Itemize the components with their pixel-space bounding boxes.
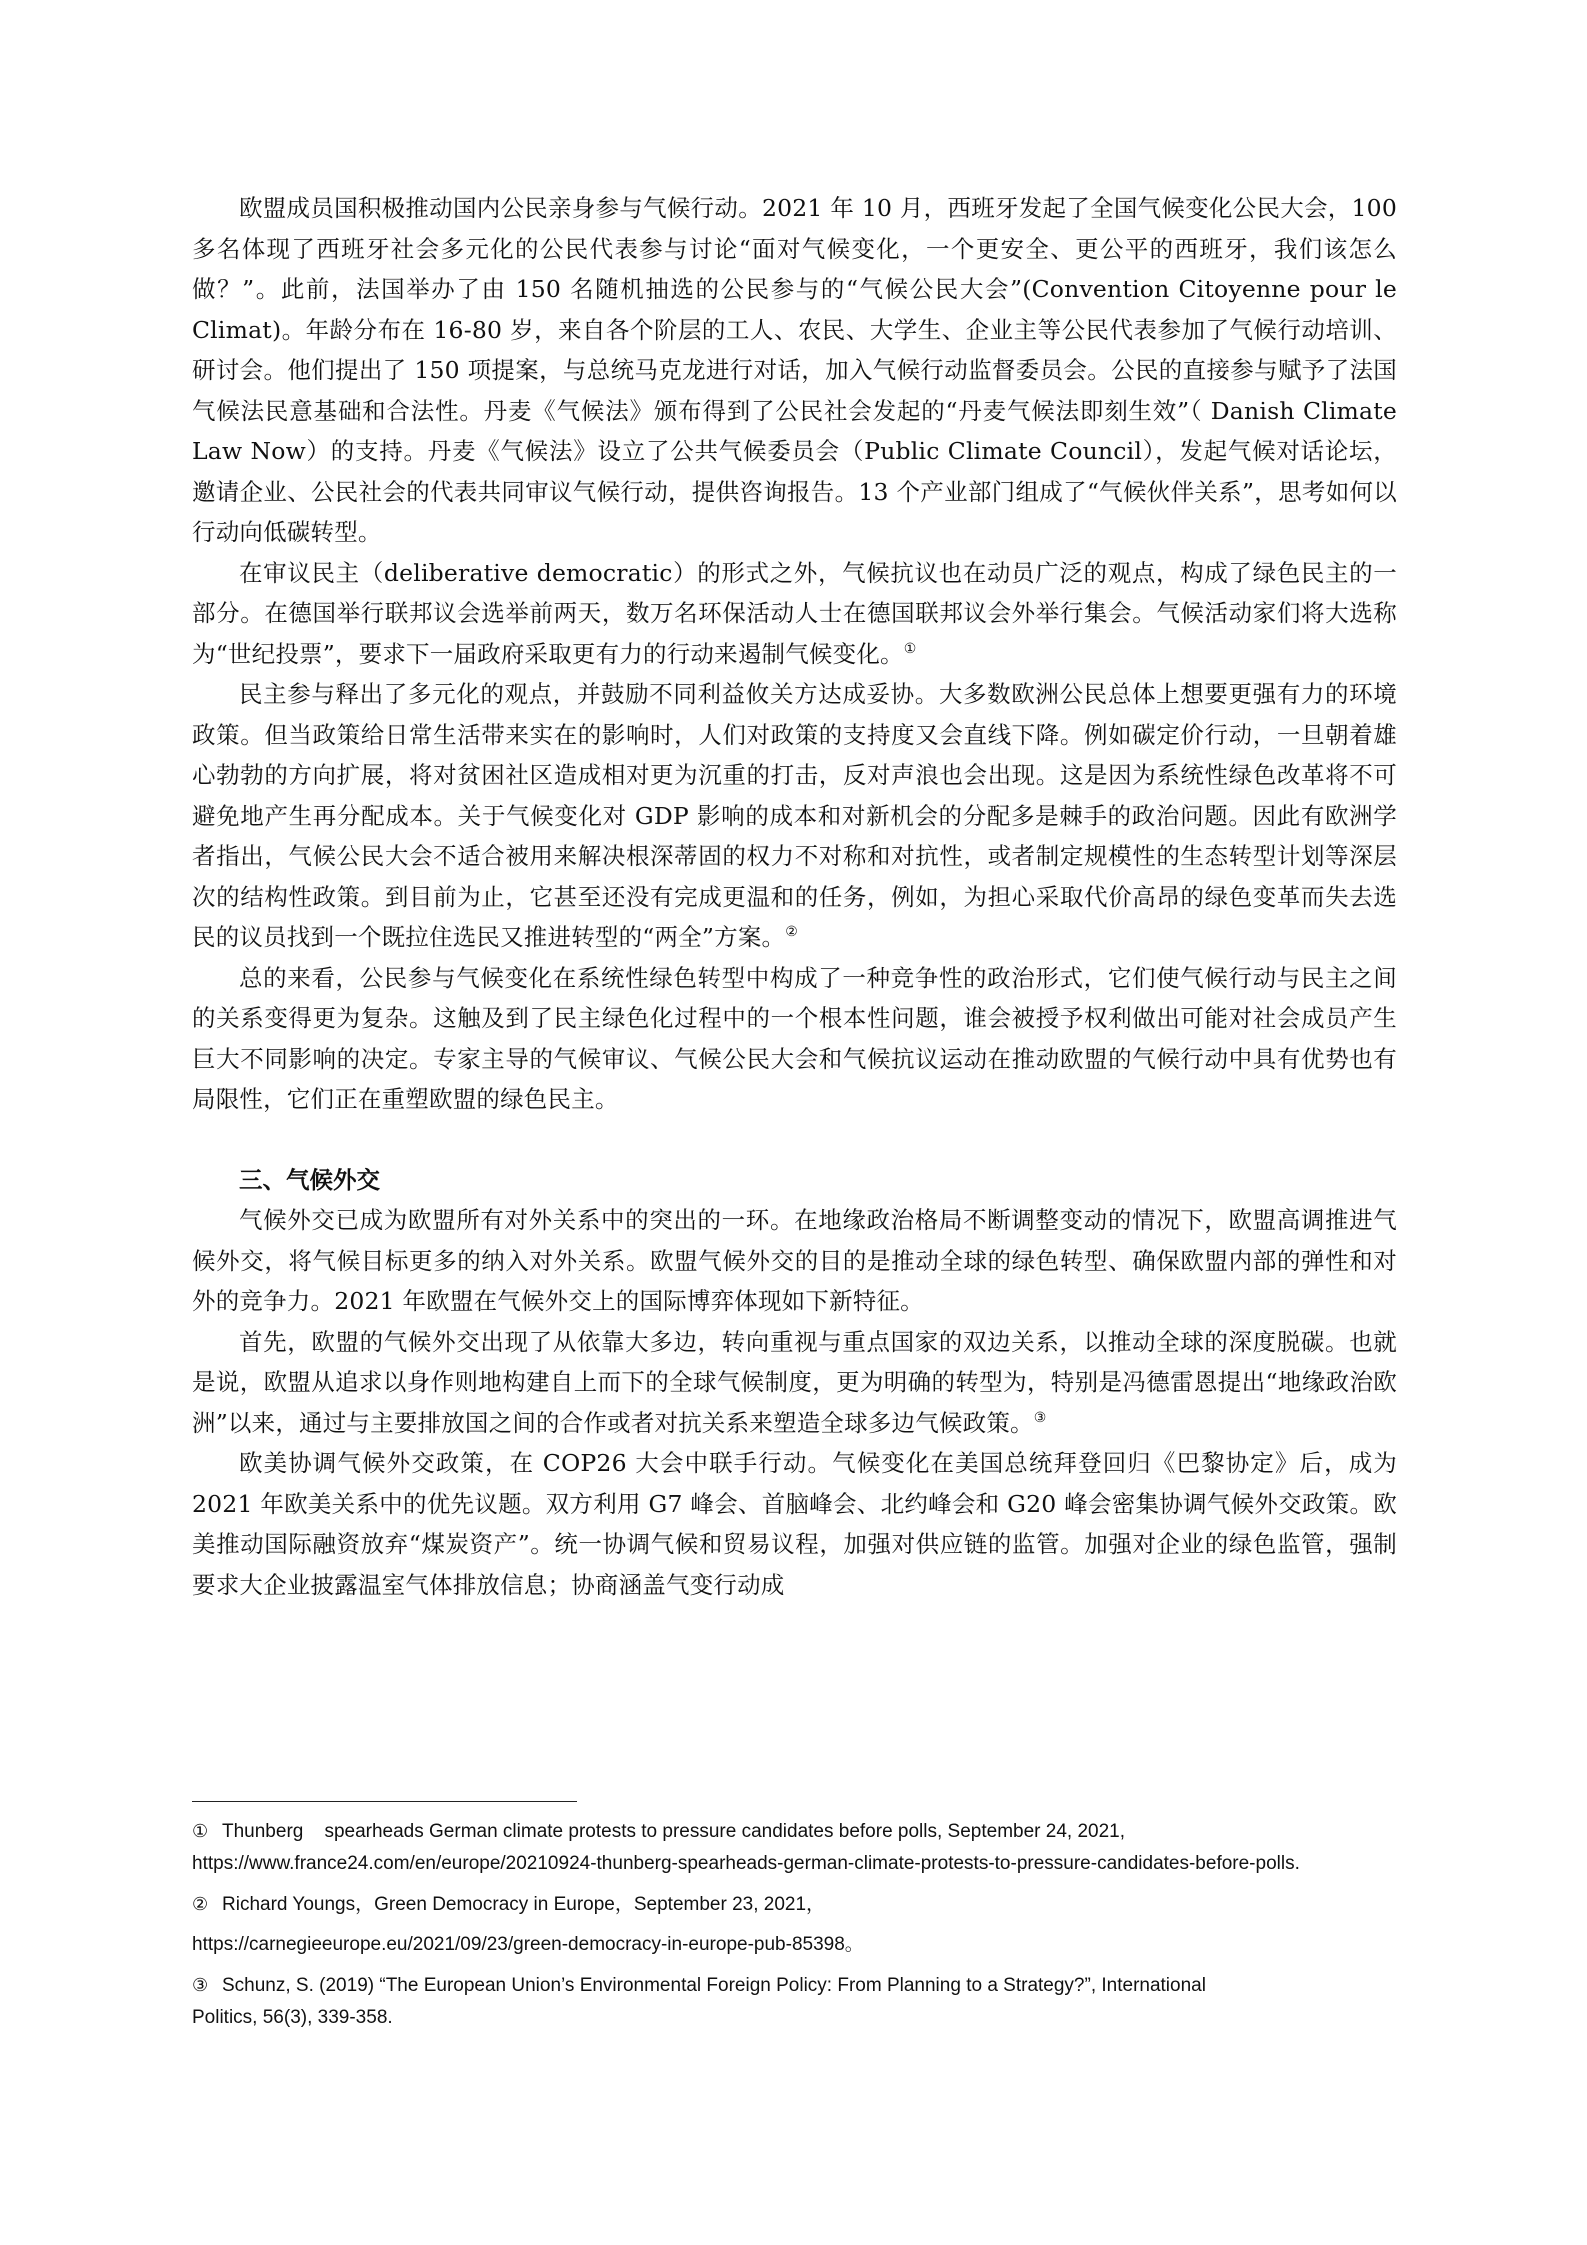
footnote-mark: ③ [192, 1975, 209, 1995]
footnote-ref-2[interactable]: ② [785, 924, 798, 941]
footnote-text: Richard Youngs，Green Democracy in Europe，September 23, 2021， [222, 1894, 826, 1915]
paragraph-bilateral-shift: 首先，欧盟的气候外交出现了从依靠大多边，转向重视与重点国家的双边关系，以推动全球的深度脱碳。也就是说，欧盟从追求以身作则地构建自上而下的全球气候制度，更为明确的转型为，特别是冯德雷恩提出“地缘政治欧洲”以来，通过与主要排放国之间的合作或者对抗关系来塑造全球多边气候政策。③ [192, 1327, 1397, 1437]
footnote-link[interactable]: https://carnegieeurope.eu/2021/09/23/green-democracy-in-europe-pub-85398。 [192, 1934, 864, 1955]
footnotes [192, 1815, 1397, 2042]
footnote-ref-1[interactable]: ① [903, 640, 917, 657]
paragraph-climate-diplomacy: 气候外交已成为欧盟所有对外关系中的突出的一环。在地缘政治格局不断调整变动的情况下，欧盟高调推进气候外交，将气候目标更多的纳入对外关系。欧盟气候外交的目的是推动全球的绿色转型、确保欧盟内部的弹性和对外的竞争力。2021 年欧盟在气候外交上的国际博弈体现如下新特征。 [192, 1206, 1397, 1315]
footnote-text-cont: Politics, 56(3), 339-358. [192, 2007, 393, 2028]
footnote-link[interactable]: https://www.france24.com/en/europe/20210924-thunberg-spearheads-german-climate-protests-to-pressure-candidates-before-polls. [192, 1853, 1300, 1874]
body-text [192, 188, 1397, 1605]
footnote-text: Thunberg spearheads German climate protests to pressure candidates before polls, September 24, 2021, [222, 1821, 1126, 1842]
footnote-mark: ② [192, 1894, 209, 1914]
footnote-2 [192, 1888, 1397, 1961]
footnote-mark: ① [192, 1821, 209, 1841]
paragraph-climate-protest: 在审议民主（deliberative democratic）的形式之外，气候抗议也在动员广泛的观点，构成了绿色民主的一部分。在德国举行联邦议会选举前两天，数万名环保活动人士在德国联邦议会外举行集会。气候活动家们将大选称为“世纪投票”，要求下一届政府采取更有力的行动来遏制气候变化。① [192, 558, 1397, 668]
paragraph-eu-us-coordination: 欧美协调气候外交政策，在 COP26 大会中联手行动。气候变化在美国总统拜登回归《巴黎协定》后，成为 2021 年欧美关系中的优先议题。双方利用 G7 峰会、首脑峰会、北约峰会和 G20 峰会密集协调气候外交政策。欧美推动国际融资放弃“煤炭资产”。统一协调气候和贸易议程，加强对供应链的监管。加强对企业的绿色监管，强制要求大企业披露温室气体排放信息；协商涵盖气变行动成 [192, 1449, 1397, 1599]
footnote-1 [192, 1815, 1397, 1880]
paragraph-democratic-participation: 民主参与释出了多元化的观点，并鼓励不同利益攸关方达成妥协。大多数欧洲公民总体上想要更强有力的环境政策。但当政策给日常生活带来实在的影响时，人们对政策的支持度又会直线下降。例如碳定价行动，一旦朝着雄心勃勃的方向扩展，将对贫困社区造成相对更为沉重的打击，反对声浪也会出现。这是因为系统性绿色改革将不可避免地产生再分配成本。关于气候变化对 GDP 影响的成本和对新机会的分配多是棘手的政治问题。因此有欧洲学者指出，气候公民大会不适合被用来解决根深蒂固的权力不对称和对抗性，或者制定规模性的生态转型计划等深层次的结构性政策。到目前为止，它甚至还没有完成更温和的任务，例如，为担心采取代价高昂的绿色变革而失去选民的议员找到一个既拉住选民又推进转型的“两全”方案。② [192, 680, 1397, 951]
footnote-divider [192, 1801, 577, 1802]
paragraph-citizen-participation: 欧盟成员国积极推动国内公民亲身参与气候行动。2021 年 10 月，西班牙发起了全国气候变化公民大会，100 多名体现了西班牙社会多元化的公民代表参与讨论“面对气候变化，一个更安全、更公平的西班牙，我们该怎么做？”。此前，法国举办了由 150 名随机抽选的公民参与的“气候公民大会”(Convention Citoyenne pour le Climat)。年龄分布在 16-80 岁，来自各个阶层的工人、农民、大学生、企业主等公民代表参加了气候行动培训、研讨会。他们提出了 150 项提案，与总统马克龙进行对话，加入气候行动监督委员会。公民的直接参与赋予了法国气候法民意基础和合法性。丹麦《气候法》颁布得到了公民社会发起的“丹麦气候法即刻生效”（ Danish Climate Law Now）的支持。丹麦《气候法》设立了公共气候委员会（Public Climate Council），发起气候对话论坛，邀请企业、公民社会的代表共同审议气候行动，提供咨询报告。13 个产业部门组成了“气候伙伴关系”，思考如何以行动向低碳转型。 [192, 194, 1397, 546]
footnote-ref-3[interactable]: ③ [1033, 1409, 1047, 1426]
footnote-text: Schunz, S. (2019) “The European Union’s Environmental Foreign Policy: From Planning to a Strategy?”, International [222, 1975, 1206, 1996]
footnote-3 [192, 1969, 1397, 2034]
paragraph-summary: 总的来看，公民参与气候变化在系统性绿色转型中构成了一种竞争性的政治形式，它们使气候行动与民主之间的关系变得更为复杂。这触及到了民主绿色化过程中的一个根本性问题，谁会被授予权利做出可能对社会成员产生巨大不同影响的决定。专家主导的气候审议、气候公民大会和气候抗议运动在推动欧盟的气候行动中具有优势也有局限性，它们正在重塑欧盟的绿色民主。 [192, 963, 1397, 1113]
section-heading: 三、气候外交 [239, 1165, 380, 1194]
